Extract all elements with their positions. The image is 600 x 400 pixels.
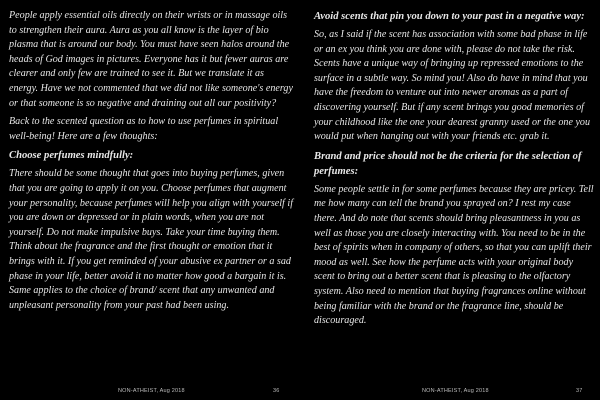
heading-choose-mindfully: Choose perfumes mindfully:: [9, 150, 134, 162]
heading-brand-price: Brand and price should not be the criteria for the selection of perfumes:: [314, 150, 582, 177]
footer-publication: NON-ATHEIST, Aug 2018: [422, 388, 489, 394]
right-page: [300, 0, 600, 400]
paragraph-scented-question: Back to the scented question as to how to use perfumes in spiritual well-being! Here are a few thoughts:: [9, 116, 279, 142]
heading-avoid-scents: Avoid scents that pin you down to your past in a negative way:: [314, 11, 585, 22]
paragraph-avoid-scents: So, as I said if the scent has association with some bad phase in life or an ex you think you are done with, please do not take the risk. Scents have a unique way of bringing up repressed emotions to the surface in a subtle way. So mind you! Also do have in mind that you have the freedom to venture out into newer aromas as a part of discovering yourself. But if any scent brings you good memories of your childhood like the one your dearest granny used or the one you would put when hanging out with your friends etc. grab it.: [314, 29, 591, 143]
page-number: 36: [273, 388, 280, 394]
paragraph-choose-mindfully: There should be some thought that goes into buying perfumes, given that you are going to apply it on you. Choose perfumes that augment your personality, because perfumes will help you align with yourself if you are down or depressed or in plain words, when you are not yourself. Do not make impulsive buys. Take your time buying them. Think about the fragrance and the first thought or emotion that it brings with it. If you get reminded of your abusive ex partner or a sad phase in your life, better avoid it no matter how good a bargain it is. Same applies to the choice of brand/ scent that any unwanted and unpleasant personality from your past had been using.: [9, 168, 293, 311]
paragraph-aura: People apply essential oils directly on their wrists or in massage oils to strengthen their aura. Aura as you all know is the layer of bio plasma that is around our body. You must have seen halos around the heads of God images in pictures. Everyone has it but fewer auras are clearer and only few are trained to see it. But we translate it as energy. Have we not commented that we did not like someone's energy or that someone is so negative and draining out all our positivity?: [9, 10, 293, 109]
page-number: 37: [576, 388, 583, 394]
left-page-text: [9, 9, 294, 313]
paragraph-brand-price: Some people settle in for some perfumes because they are pricey. Tell me how many can tell the brand you sprayed on? I rest my case there. And do note that scents should bring pleasantness in you as well as those you are closely interacting with. You need to be in the best of spirits when in company of others, so that you can uplift their mood as well. See how the perfume acts with your original body scent to bring out a better scent that is pleasing to the olfactory system. Also need to mention that buying fragrances online without being familiar with the brand or the fragrance line, should be discouraged.: [314, 183, 594, 327]
right-page-text: [314, 9, 596, 329]
footer-publication: NON-ATHEIST, Aug 2018: [118, 388, 185, 394]
